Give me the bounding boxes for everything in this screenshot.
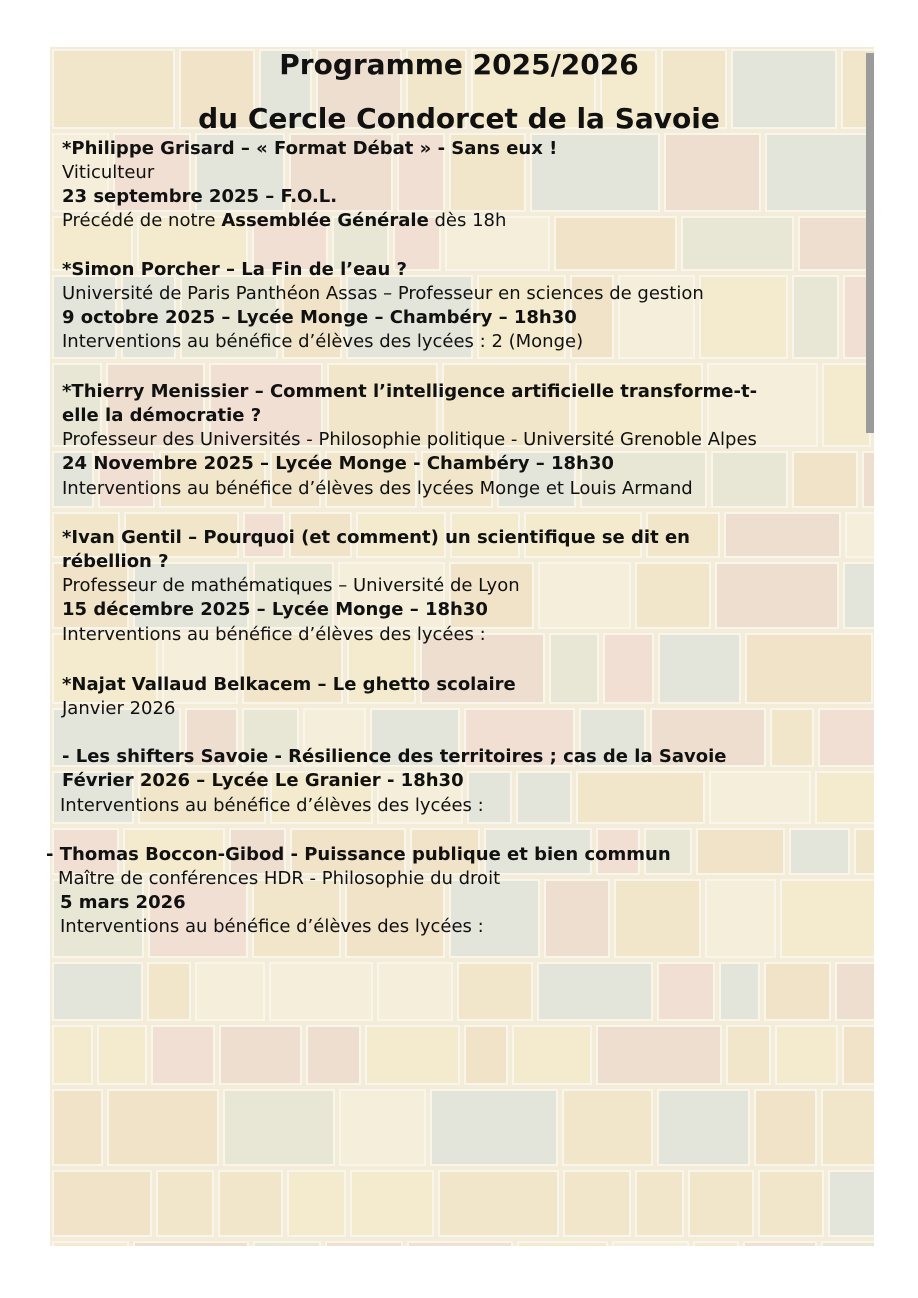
event-affiliation: Viticulteur — [62, 162, 155, 183]
event-heading: *Simon Porcher – La Fin de l’eau ? — [62, 259, 407, 280]
event-heading: *Ivan Gentil – Pourquoi (et comment) un scientifique se dit en — [62, 527, 690, 548]
event-heading: *Najat Vallaud Belkacem – Le ghetto scolaire — [62, 674, 516, 695]
note-text: Précédé de notre — [62, 210, 222, 231]
event-interventions: Interventions au bénéfice d’élèves des lycées : — [60, 916, 484, 937]
event-date: 5 mars 2026 — [60, 892, 186, 913]
note-text: dès 18h — [428, 210, 507, 231]
event-heading: - Thomas Boccon-Gibod - Puissance publique et bien commun — [46, 844, 671, 865]
event-interventions: Interventions au bénéfice d’élèves des lycées Monge et Louis Armand — [62, 478, 693, 499]
event-heading: - Les shifters Savoie - Résilience des territoires ; cas de la Savoie — [62, 746, 727, 767]
event-date: Janvier 2026 — [62, 698, 176, 719]
event-heading: elle la démocratie ? — [62, 405, 262, 426]
event-affiliation: Université de Paris Panthéon Assas – Professeur en sciences de gestion — [62, 283, 704, 304]
event-heading: *Thierry Menissier – Comment l’intelligence artificielle transforme-t- — [62, 381, 758, 402]
event-heading: rébellion ? — [62, 551, 169, 572]
event-affiliation: Professeur de mathématiques – Université de Lyon — [62, 575, 520, 596]
event-date: 24 Novembre 2025 – Lycée Monge - Chambéry – 18h30 — [62, 453, 614, 474]
event-date: 9 octobre 2025 – Lycée Monge – Chambéry – 18h30 — [62, 307, 577, 328]
event-heading: *Philippe Grisard – « Format Débat » - Sans eux ! — [62, 138, 558, 159]
event-date: 15 décembre 2025 – Lycée Monge – 18h30 — [62, 599, 488, 620]
note-bold: Assemblée Générale — [221, 210, 429, 231]
event-affiliation: Maître de conférences HDR - Philosophie du droit — [58, 868, 501, 889]
event-date: Février 2026 – Lycée Le Granier - 18h30 — [62, 770, 464, 791]
event-affiliation: Professeur des Universités - Philosophie politique - Université Grenoble Alpes — [62, 429, 757, 450]
page-subtitle: du Cercle Condorcet de la Savoie — [198, 102, 720, 135]
event-note — [62, 209, 506, 233]
event-interventions: Interventions au bénéfice d’élèves des lycées : 2 (Monge) — [62, 331, 584, 352]
event-date: 23 septembre 2025 – F.O.L. — [62, 186, 338, 207]
page-title: Programme 2025/2026 — [279, 48, 639, 81]
event-interventions: Interventions au bénéfice d’élèves des lycées : — [62, 624, 486, 645]
event-interventions: Interventions au bénéfice d’élèves des lycées : — [60, 795, 484, 816]
